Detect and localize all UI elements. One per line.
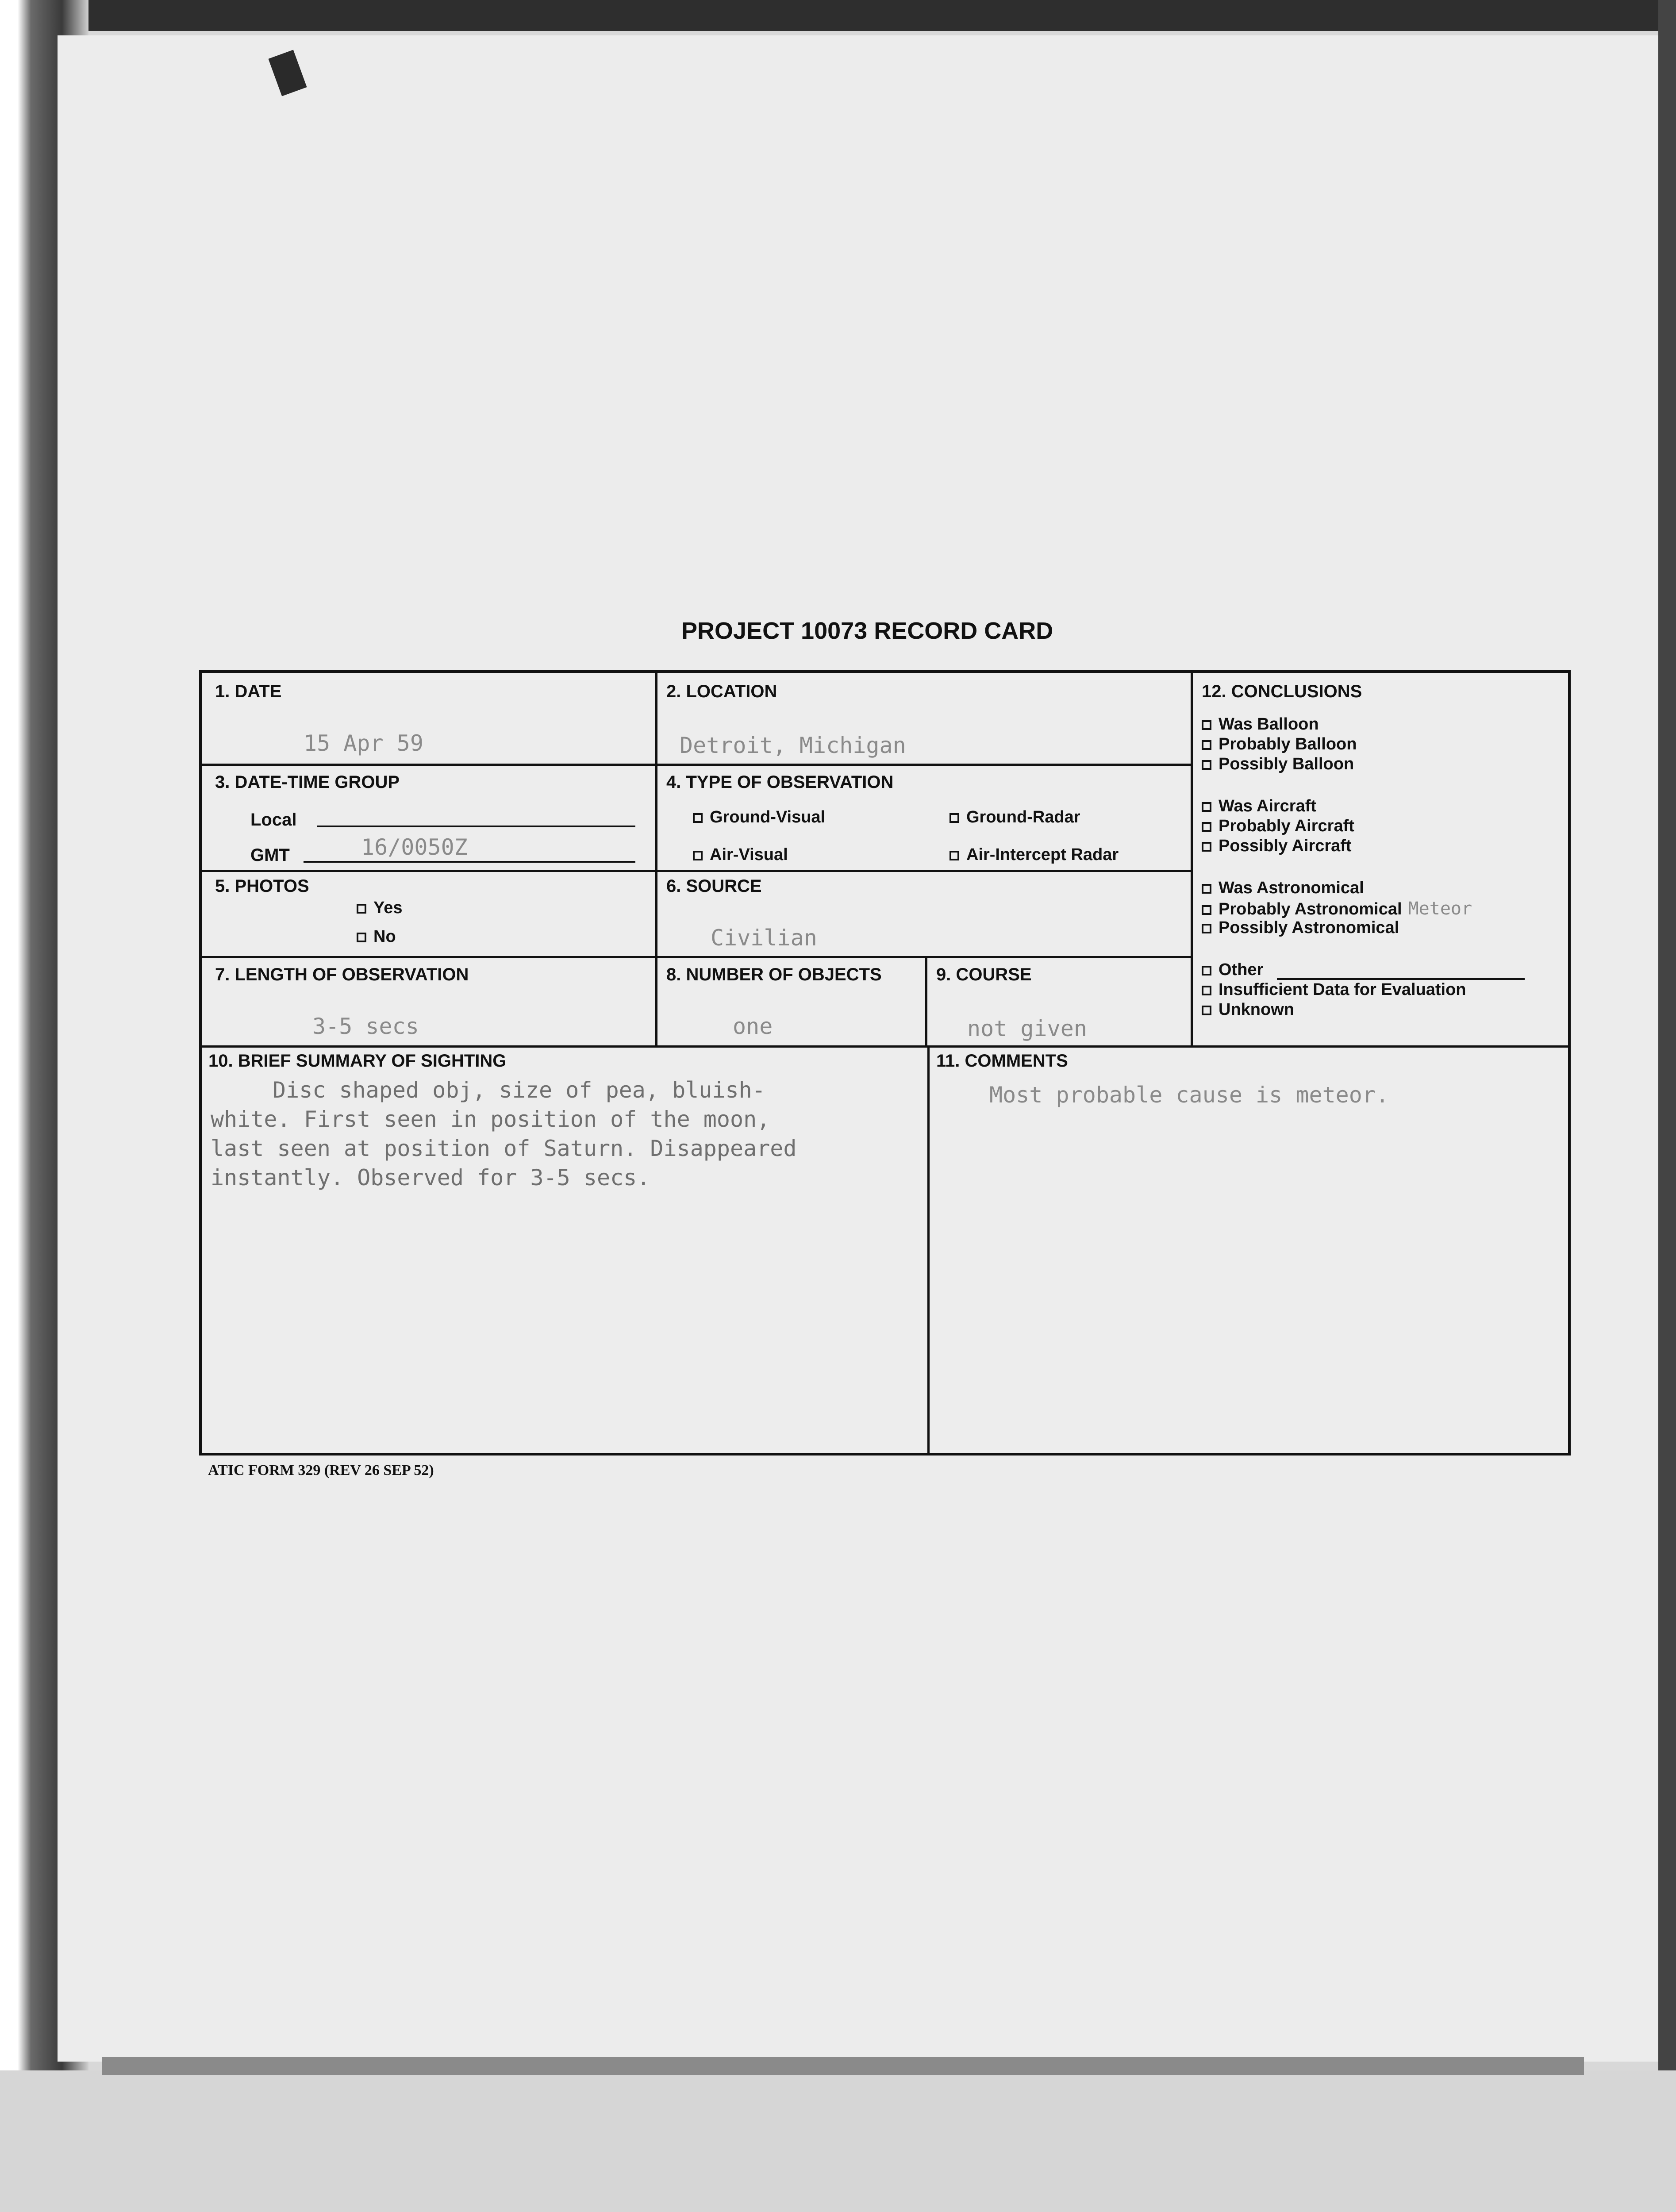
summary-label: 10. BRIEF SUMMARY OF SIGHTING [208,1051,507,1071]
grid-line [202,1045,1569,1048]
grid-line [202,956,1191,958]
conclusion-option: Was Aircraft [1202,797,1316,816]
checkbox-icon [1202,842,1211,852]
film-edge-right [1658,0,1676,2088]
conclusion-option: Probably Balloon [1202,735,1357,754]
checkbox-icon [1202,740,1211,750]
conclusion-option: Unknown [1202,1000,1294,1019]
conclusion-option: Possibly Balloon [1202,755,1354,774]
grid-line [925,956,927,1047]
conclusion-option: Was Balloon [1202,715,1319,734]
checkbox-icon [949,851,959,860]
conclusion-option: Was Astronomical [1202,879,1364,898]
checkbox-checked-icon [357,933,366,942]
option-ground-radar: Ground-Radar [949,808,1080,827]
option-ground-visual: Ground-Visual [693,808,825,827]
conclusions-label: 12. CONCLUSIONS [1202,682,1362,701]
gmt-line [304,861,635,863]
checkbox-icon [693,813,703,823]
comments-label: 11. COMMENTS [936,1051,1068,1071]
option-photos-yes: Yes [357,899,403,918]
checkbox-icon [1202,1006,1211,1015]
summary-line: Disc shaped obj, size of pea, bluish- [273,1077,765,1103]
source-value: Civilian [711,925,817,951]
checkbox-icon [1202,802,1211,812]
location-value: Detroit, Michigan [680,733,906,758]
option-air-visual: Air-Visual [693,845,788,864]
local-time-line [317,826,635,827]
film-bottom-band [0,2070,1676,2212]
checkbox-icon [1202,760,1211,770]
checkbox-icon [1202,986,1211,995]
photos-label: 5. PHOTOS [215,876,309,896]
checkbox-icon [1202,720,1211,730]
conclusion-option: Possibly Astronomical [1202,918,1399,937]
length-of-observation-value: 3-5 secs [312,1014,419,1039]
checkbox-icon [949,813,959,823]
conclusion-option: Probably Aircraft [1202,817,1354,836]
course-label: 9. COURSE [936,965,1032,984]
checkbox-icon [693,851,703,860]
checkbox-icon [1202,924,1211,933]
sheet-edge-shadow [102,2057,1584,2075]
date-time-group-label: 3. DATE-TIME GROUP [215,772,400,792]
date-label: 1. DATE [215,682,282,701]
conclusion-option: Possibly Aircraft [1202,837,1352,856]
conclusion-option: Other [1202,960,1263,979]
option-air-intercept-radar: Air-Intercept Radar [949,845,1119,864]
grid-line [202,870,1191,872]
summary-line: last seen at position of Saturn. Disappeared [211,1136,797,1161]
gmt-value: 16/0050Z [361,834,468,860]
grid-line [202,764,1191,766]
other-line [1277,978,1525,980]
course-value: not given [967,1016,1087,1041]
date-value: 15 Apr 59 [304,730,423,756]
source-label: 6. SOURCE [666,876,762,896]
gmt-label: GMT [250,845,290,865]
grid-line [1191,673,1193,1047]
record-card-form [199,670,1571,1455]
checkbox-icon [1202,822,1211,832]
length-of-observation-label: 7. LENGTH OF OBSERVATION [215,965,469,984]
checkbox-checked-icon [1202,905,1211,915]
number-of-objects-label: 8. NUMBER OF OBJECTS [666,965,882,984]
summary-text [211,1075,797,1192]
grid-line [927,1047,930,1454]
film-edge-top [0,0,1676,31]
local-time-label: Local [250,810,297,830]
meteor-annotation: Meteor [1408,899,1472,919]
conclusion-option: Insufficient Data for Evaluation [1202,980,1466,999]
number-of-objects-value: one [733,1014,773,1039]
checkbox-icon [1202,884,1211,894]
record-card-title: PROJECT 10073 RECORD CARD [681,618,1053,644]
conclusion-option-selected: Probably Astronomical Meteor [1202,899,1472,919]
option-photos-no: No [357,927,396,946]
summary-line: white. First seen in position of the moon, [211,1106,770,1132]
checkbox-icon [357,904,366,914]
summary-line: instantly. Observed for 3-5 secs. [211,1165,650,1190]
checkbox-icon [1202,966,1211,975]
form-footer: ATIC FORM 329 (REV 26 SEP 52) [208,1462,434,1479]
location-label: 2. LOCATION [666,682,777,701]
comments-value: Most probable cause is meteor. [989,1082,1389,1108]
grid-line [655,673,657,1047]
observation-type-label: 4. TYPE OF OBSERVATION [666,772,894,792]
